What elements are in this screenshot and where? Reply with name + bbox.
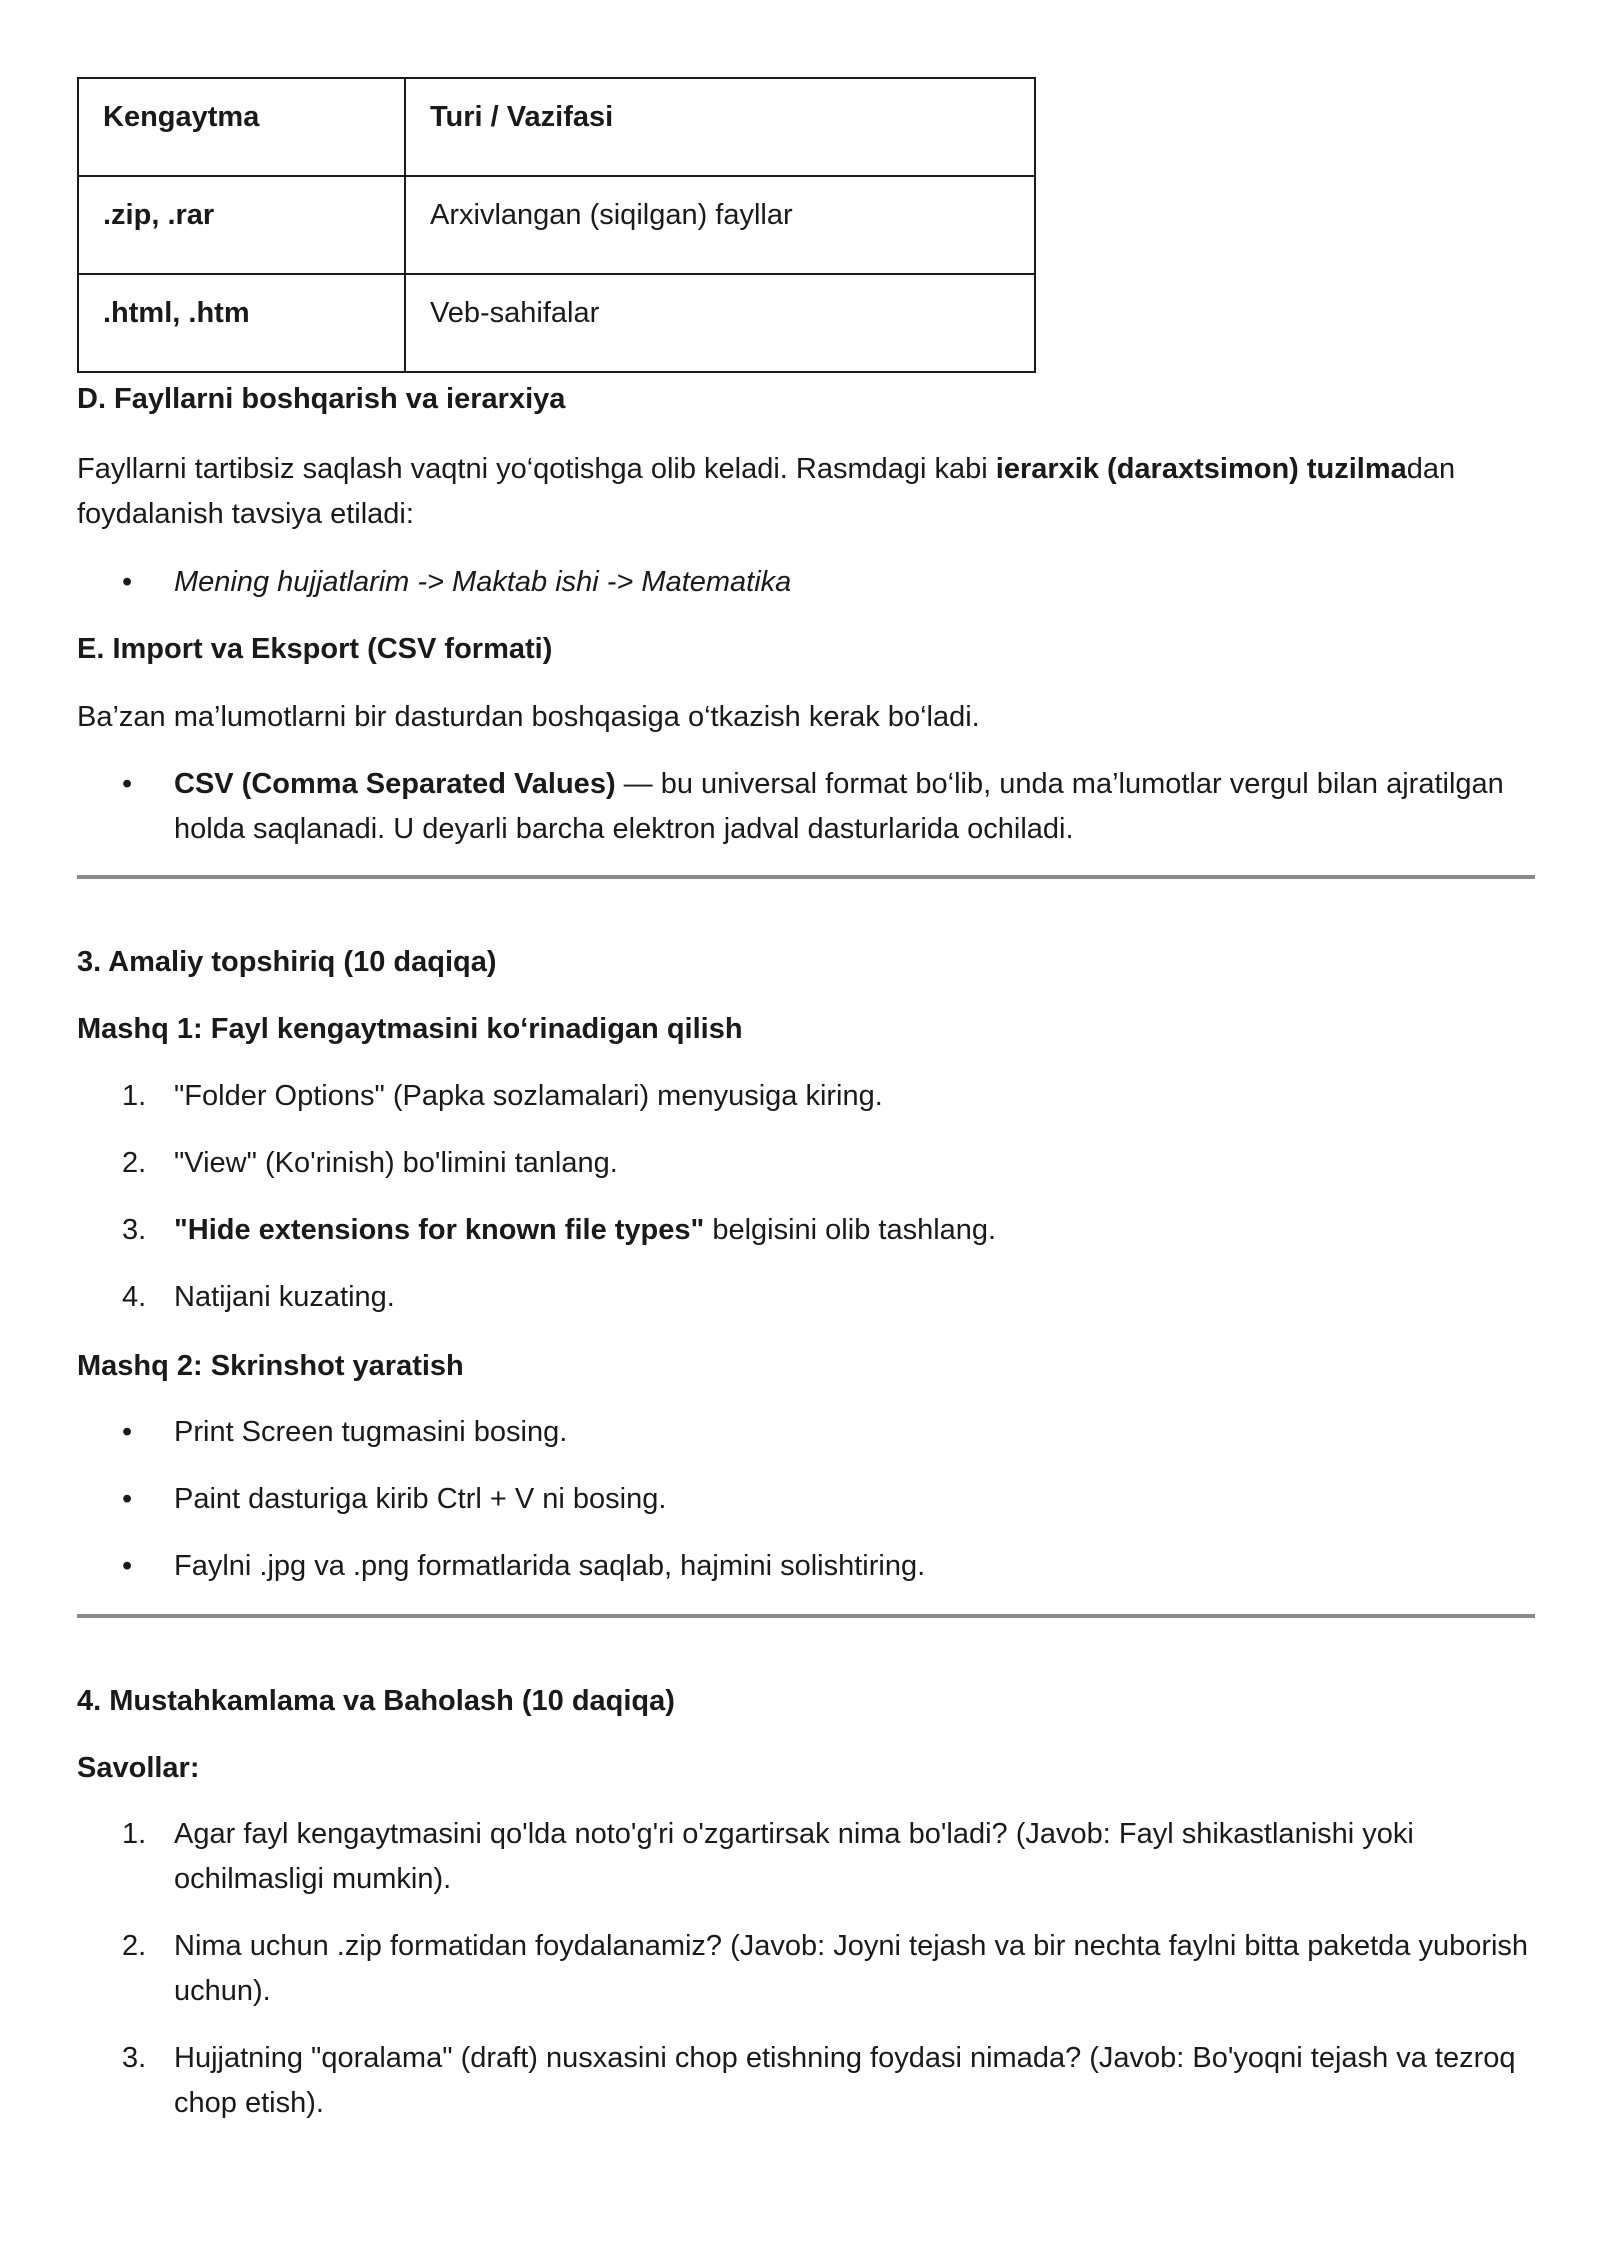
list-number: 2.: [122, 1930, 147, 1962]
exercise-2-heading: Mashq 2: Skrinshot yaratish: [77, 1350, 464, 1382]
section-3-heading: 3. Amaliy topshiriq (10 daqiqa): [77, 946, 497, 978]
paragraph-bold: ierarxik (daraxtsimon) tuzilma: [995, 453, 1407, 485]
list-item: [174, 762, 1534, 852]
table-header-cell: Kengaytma: [78, 78, 405, 176]
bullet-dot: •: [122, 1416, 133, 1448]
list-item-bold: CSV (Comma Separated Values): [174, 768, 616, 800]
section-e-heading: E. Import va Eksport (CSV formati): [77, 633, 553, 665]
horizontal-divider: [77, 875, 1535, 879]
bullet-dot: •: [122, 566, 133, 598]
list-number: 4.: [122, 1281, 147, 1313]
list-item: [174, 1208, 1534, 1253]
section-4-heading: 4. Mustahkamlama va Baholash (10 daqiqa): [77, 1685, 675, 1717]
list-number: 2.: [122, 1147, 147, 1179]
bullet-dot: •: [122, 1483, 133, 1515]
list-item: Natijani kuzating.: [174, 1281, 395, 1313]
table-cell: .html, .htm: [78, 274, 405, 372]
paragraph-text: dan foydalanish tavsiya etiladi:: [77, 453, 1456, 530]
list-item: "Folder Options" (Papka sozlamalari) menyusiga kiring.: [174, 1080, 883, 1112]
list-number: 3.: [122, 2042, 147, 2074]
list-number: 1.: [122, 1080, 147, 1112]
list-item: Paint dasturiga kirib Ctrl + V ni bosing.: [174, 1483, 667, 1515]
bullet-dot: •: [122, 768, 133, 800]
list-item: Faylni .jpg va .png formatlarida saqlab, hajmini solishtiring.: [174, 1550, 926, 1582]
table-cell: .zip, .rar: [78, 176, 405, 274]
list-item: "View" (Ko'rinish) bo'limini tanlang.: [174, 1147, 618, 1179]
list-number: 3.: [122, 1214, 147, 1246]
list-item: Hujjatning "qoralama" (draft) nusxasini chop etishning foydasi nimada? (Javob: Bo'yoqni tejash va tezroq chop etish).: [174, 2042, 1516, 2119]
list-item: Nima uchun .zip formatidan foydalanamiz? (Javob: Joyni tejash va bir nechta faylni bitta paketda yuborish uchun).: [174, 1930, 1529, 2007]
section-d-paragraph: [77, 447, 1537, 537]
table-header-cell: Turi / Vazifasi: [405, 78, 1035, 176]
paragraph-text: Fayllarni tartibsiz saqlash vaqtni yo‘qotishga olib keladi. Rasmdagi kabi: [77, 453, 996, 485]
list-number: 1.: [122, 1818, 147, 1850]
table-row: [78, 176, 1035, 274]
list-item: [174, 560, 1534, 605]
table-row: [78, 274, 1035, 372]
bullet-dot: •: [122, 1550, 133, 1582]
table-cell: Arxivlangan (siqilgan) fayllar: [405, 176, 1035, 274]
section-d-heading: D. Fayllarni boshqarish va ierarxiya: [77, 383, 566, 415]
exercise-1-heading: Mashq 1: Fayl kengaytmasini ko‘rinadigan qilish: [77, 1013, 743, 1045]
table-header-row: [78, 78, 1035, 176]
section-e-paragraph: Ba’zan ma’lumotlarni bir dasturdan boshqasiga o‘tkazish kerak bo‘ladi.: [77, 701, 980, 733]
questions-heading: Savollar:: [77, 1752, 200, 1784]
list-item-bold: "Hide extensions for known file types": [174, 1214, 705, 1246]
horizontal-divider: [77, 1614, 1535, 1618]
list-item-text: belgisini olib tashlang.: [704, 1214, 997, 1246]
list-item-text: Mening hujjatlarim -> Maktab ishi -> Matematika: [174, 566, 792, 598]
table-cell: Veb-sahifalar: [405, 274, 1035, 372]
list-item-text: — bu universal format bo‘lib, unda ma’lumotlar vergul bilan ajratilgan holda saqlanadi. U deyarli barcha elektron jadval dasturlarida ochiladi.: [174, 768, 1504, 845]
list-item: Agar fayl kengaytmasini qo'lda noto'g'ri o'zgartirsak nima bo'ladi? (Javob: Fayl shikastlanishi yoki ochilmasligi mumkin).: [174, 1818, 1414, 1895]
list-item: Print Screen tugmasini bosing.: [174, 1416, 568, 1448]
extensions-table: [77, 77, 1036, 373]
